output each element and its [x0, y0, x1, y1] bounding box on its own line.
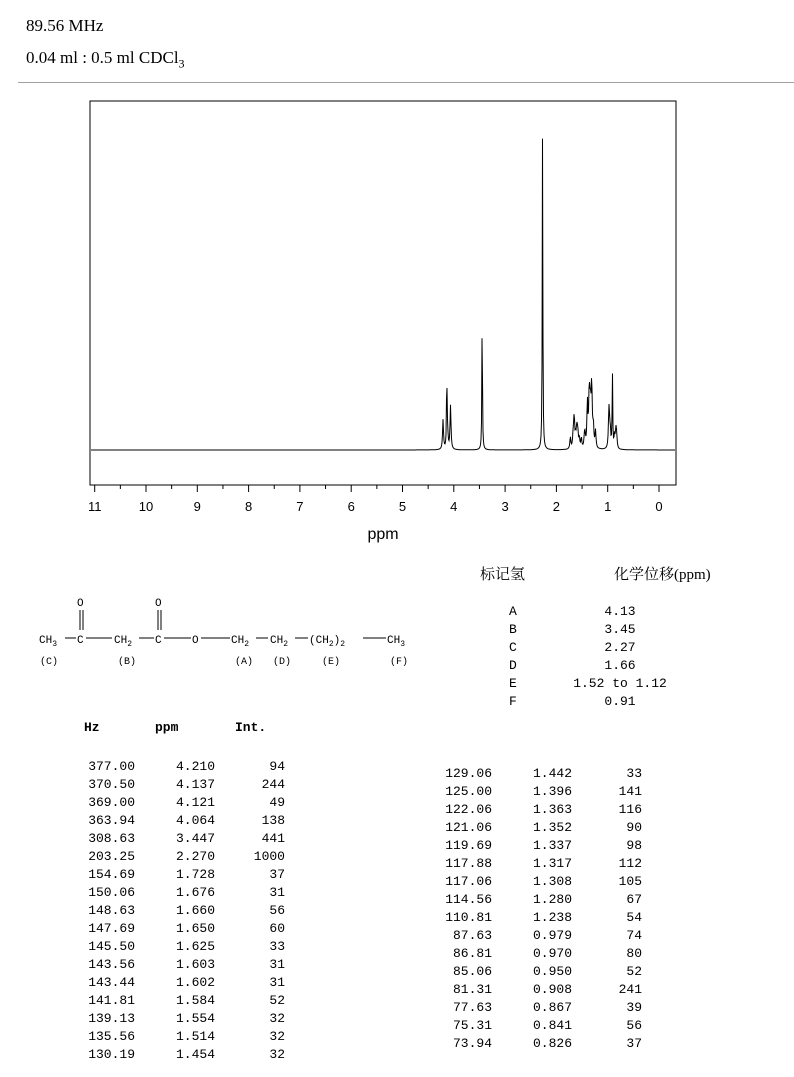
hz-cell: 141.81	[88, 993, 135, 1008]
int-cell: 441	[261, 831, 285, 846]
int-cell: 31	[269, 975, 285, 990]
label-f: (F)	[390, 657, 409, 668]
int-cell: 32	[269, 1047, 285, 1062]
ppm-cell: 1.676	[175, 885, 215, 900]
hz-cell: 114.56	[445, 892, 492, 907]
table-row	[75, 831, 285, 846]
table-row	[75, 903, 285, 918]
table-row	[432, 802, 642, 817]
peak-table-header-ppm: ppm	[155, 720, 179, 735]
hz-cell: 130.19	[88, 1047, 135, 1062]
int-cell: 54	[626, 910, 642, 925]
ppm-cell: 3.447	[175, 831, 215, 846]
hz-cell: 75.31	[452, 1018, 492, 1033]
ppm-cell: 1.280	[532, 892, 572, 907]
table-row	[432, 1000, 642, 1015]
int-cell: 56	[626, 1018, 642, 1033]
hz-cell: 148.63	[88, 903, 135, 918]
assignment-shift: 4.13	[604, 604, 636, 619]
int-cell: 33	[269, 939, 285, 954]
x-axis-ticks	[95, 485, 659, 492]
label-b: (B)	[118, 657, 137, 668]
label-d: (D)	[273, 657, 292, 668]
ppm-cell: 0.867	[532, 1000, 572, 1015]
int-cell: 105	[618, 874, 642, 889]
assignment-header-shift: 化学位移(ppm)	[614, 567, 711, 583]
ppm-cell: 1.625	[175, 939, 215, 954]
ppm-cell: 1.584	[175, 993, 215, 1008]
x-tick-label: 11	[87, 499, 102, 514]
hz-cell: 129.06	[445, 766, 492, 781]
carbon-2: C	[155, 635, 162, 647]
int-cell: 67	[626, 892, 642, 907]
hz-cell: 203.25	[88, 849, 135, 864]
ppm-cell: 1.602	[175, 975, 215, 990]
assignment-label: D	[509, 658, 517, 673]
ppm-cell: 0.908	[532, 982, 572, 997]
table-row	[432, 946, 642, 961]
hz-cell: 117.06	[445, 874, 492, 889]
table-row	[432, 766, 642, 781]
carbonyl-oxygen-2: O	[155, 598, 162, 610]
int-cell: 32	[269, 1011, 285, 1026]
label-c: (C)	[40, 657, 59, 668]
hz-cell: 125.00	[445, 784, 492, 799]
int-cell: 80	[626, 946, 642, 961]
hz-cell: 110.81	[445, 910, 492, 925]
int-cell: 52	[269, 993, 285, 1008]
ester-oxygen: O	[192, 635, 199, 647]
hz-cell: 117.88	[445, 856, 492, 871]
ppm-cell: 4.064	[175, 813, 215, 828]
ppm-cell: 1.352	[532, 820, 572, 835]
int-cell: 39	[626, 1000, 642, 1015]
label-a: (A)	[235, 657, 254, 668]
assignment-shift: 1.52 to 1.12	[573, 676, 667, 691]
hz-cell: 363.94	[88, 813, 135, 828]
table-row	[432, 856, 642, 871]
ppm-cell: 1.337	[532, 838, 572, 853]
hz-cell: 87.63	[452, 928, 492, 943]
table-row	[75, 885, 285, 900]
hz-cell: 85.06	[452, 964, 492, 979]
hz-cell: 308.63	[88, 831, 135, 846]
ppm-cell: 0.950	[532, 964, 572, 979]
hz-cell: 369.00	[88, 795, 135, 810]
assignment-label: E	[509, 676, 517, 691]
concentration-subscript: 3	[178, 56, 185, 71]
int-cell: 94	[269, 759, 285, 774]
assignment-label: A	[509, 604, 517, 619]
x-axis-label: ppm	[367, 526, 399, 543]
assignment-label: F	[509, 694, 517, 709]
group-ch2n-e: $(CH_2)_2$	[309, 635, 346, 649]
x-tick-label: 4	[450, 499, 458, 514]
group-ch3-f: $CH_3$	[387, 635, 406, 649]
int-cell: 56	[269, 903, 285, 918]
x-tick-label: 7	[296, 499, 304, 514]
int-cell: 138	[261, 813, 285, 828]
int-cell: 37	[269, 867, 285, 882]
int-cell: 98	[626, 838, 642, 853]
ppm-cell: 4.121	[175, 795, 215, 810]
peak-table-header-int: Int.	[235, 720, 267, 735]
table-row	[432, 964, 642, 979]
ppm-cell: 2.270	[175, 849, 215, 864]
int-cell: 31	[269, 885, 285, 900]
table-row	[75, 849, 285, 864]
ppm-cell: 1.238	[532, 910, 572, 925]
table-row	[432, 928, 642, 943]
hz-cell: 145.50	[88, 939, 135, 954]
ppm-cell: 1.396	[532, 784, 572, 799]
ppm-cell: 1.650	[175, 921, 215, 936]
int-cell: 74	[626, 928, 642, 943]
int-cell: 241	[618, 982, 642, 997]
table-row	[432, 838, 642, 853]
int-cell: 1000	[253, 849, 285, 864]
int-cell: 60	[269, 921, 285, 936]
table-row	[75, 795, 285, 810]
ppm-cell: 1.454	[175, 1047, 215, 1062]
ppm-cell: 1.660	[175, 903, 215, 918]
carbonyl-oxygen-1: O	[77, 598, 84, 610]
table-row	[75, 1047, 285, 1062]
spectrometer-frequency: 89.56 MHz	[26, 16, 104, 35]
ppm-cell: 1.728	[175, 867, 215, 882]
label-e: (E)	[322, 657, 341, 668]
int-cell: 244	[261, 777, 285, 792]
int-cell: 112	[618, 856, 642, 871]
assignment-shift: 1.66	[604, 658, 636, 673]
table-row	[432, 820, 642, 835]
group-ch2-b: $CH_2$	[114, 635, 133, 649]
molecular-structure	[30, 592, 430, 672]
x-axis-tick-labels	[88, 499, 663, 514]
int-cell: 141	[618, 784, 642, 799]
table-row	[75, 1011, 285, 1026]
ppm-cell: 4.210	[175, 759, 215, 774]
table-row	[75, 975, 285, 990]
ppm-cell: 0.970	[532, 946, 572, 961]
table-row	[432, 982, 642, 997]
assignment-header-label: 标记氢	[480, 567, 526, 583]
hz-cell: 139.13	[88, 1011, 135, 1026]
assignment-shift: 3.45	[604, 622, 636, 637]
hz-cell: 86.81	[452, 946, 492, 961]
ppm-cell: 1.363	[532, 802, 572, 817]
hz-cell: 135.56	[88, 1029, 135, 1044]
table-row	[432, 892, 642, 907]
assignment-shift: 0.91	[604, 694, 636, 709]
int-cell: 49	[269, 795, 285, 810]
ppm-cell: 1.317	[532, 856, 572, 871]
int-cell: 33	[626, 766, 642, 781]
ppm-cell: 1.514	[175, 1029, 215, 1044]
int-cell: 32	[269, 1029, 285, 1044]
table-row	[432, 910, 642, 925]
table-row	[432, 874, 642, 889]
table-row	[75, 813, 285, 828]
hz-cell: 143.44	[88, 975, 135, 990]
int-cell: 37	[626, 1036, 642, 1051]
int-cell: 31	[269, 957, 285, 972]
table-row	[432, 784, 642, 799]
table-row	[432, 1036, 642, 1051]
table-row	[432, 1018, 642, 1033]
hz-cell: 377.00	[88, 759, 135, 774]
hz-cell: 73.94	[452, 1036, 492, 1051]
x-tick-label: 8	[244, 499, 253, 514]
peak-table-header-hz: Hz	[84, 720, 100, 735]
hz-cell: 119.69	[445, 838, 492, 853]
hz-cell: 121.06	[445, 820, 492, 835]
int-cell: 90	[626, 820, 642, 835]
ppm-cell: 4.137	[175, 777, 215, 792]
hz-cell: 122.06	[445, 802, 492, 817]
spectrum-trace	[91, 139, 675, 450]
x-tick-label: 0	[655, 499, 663, 514]
x-tick-label: 2	[552, 499, 561, 514]
carbon-1: C	[77, 635, 84, 647]
table-row	[75, 939, 285, 954]
table-row	[75, 921, 285, 936]
hz-cell: 150.06	[88, 885, 135, 900]
ppm-cell: 0.979	[532, 928, 572, 943]
x-tick-label: 5	[398, 499, 407, 514]
x-tick-label: 9	[193, 499, 201, 514]
hz-cell: 81.31	[452, 982, 492, 997]
x-tick-label: 6	[347, 499, 355, 514]
hz-cell: 154.69	[88, 867, 135, 882]
group-ch2-a: $CH_2$	[231, 635, 250, 649]
table-row	[75, 759, 285, 774]
hz-cell: 370.50	[88, 777, 135, 792]
concentration-text: 0.04 ml : 0.5 ml CDCl	[26, 48, 179, 67]
ppm-cell: 1.442	[532, 766, 572, 781]
assignment-label: C	[509, 640, 517, 655]
plot-frame	[90, 101, 676, 485]
table-row	[75, 1029, 285, 1044]
x-tick-label: 1	[604, 499, 612, 514]
table-row	[75, 993, 285, 1008]
hz-cell: 147.69	[88, 921, 135, 936]
ppm-cell: 0.826	[532, 1036, 572, 1051]
table-row	[75, 777, 285, 792]
int-cell: 52	[626, 964, 642, 979]
int-cell: 116	[618, 802, 642, 817]
group-ch2-d: $CH_2$	[270, 635, 289, 649]
ppm-cell: 1.554	[175, 1011, 215, 1026]
ppm-cell: 1.603	[175, 957, 215, 972]
hz-cell: 77.63	[452, 1000, 492, 1015]
assignment-label: B	[509, 622, 517, 637]
ppm-cell: 0.841	[532, 1018, 572, 1033]
x-tick-label: 10	[138, 499, 154, 514]
hz-cell: 143.56	[88, 957, 135, 972]
x-tick-label: 3	[501, 499, 509, 514]
table-row	[75, 957, 285, 972]
table-row	[75, 867, 285, 882]
ppm-cell: 1.308	[532, 874, 572, 889]
group-ch3-c: $CH_3$	[39, 635, 58, 649]
assignment-shift: 2.27	[604, 640, 636, 655]
